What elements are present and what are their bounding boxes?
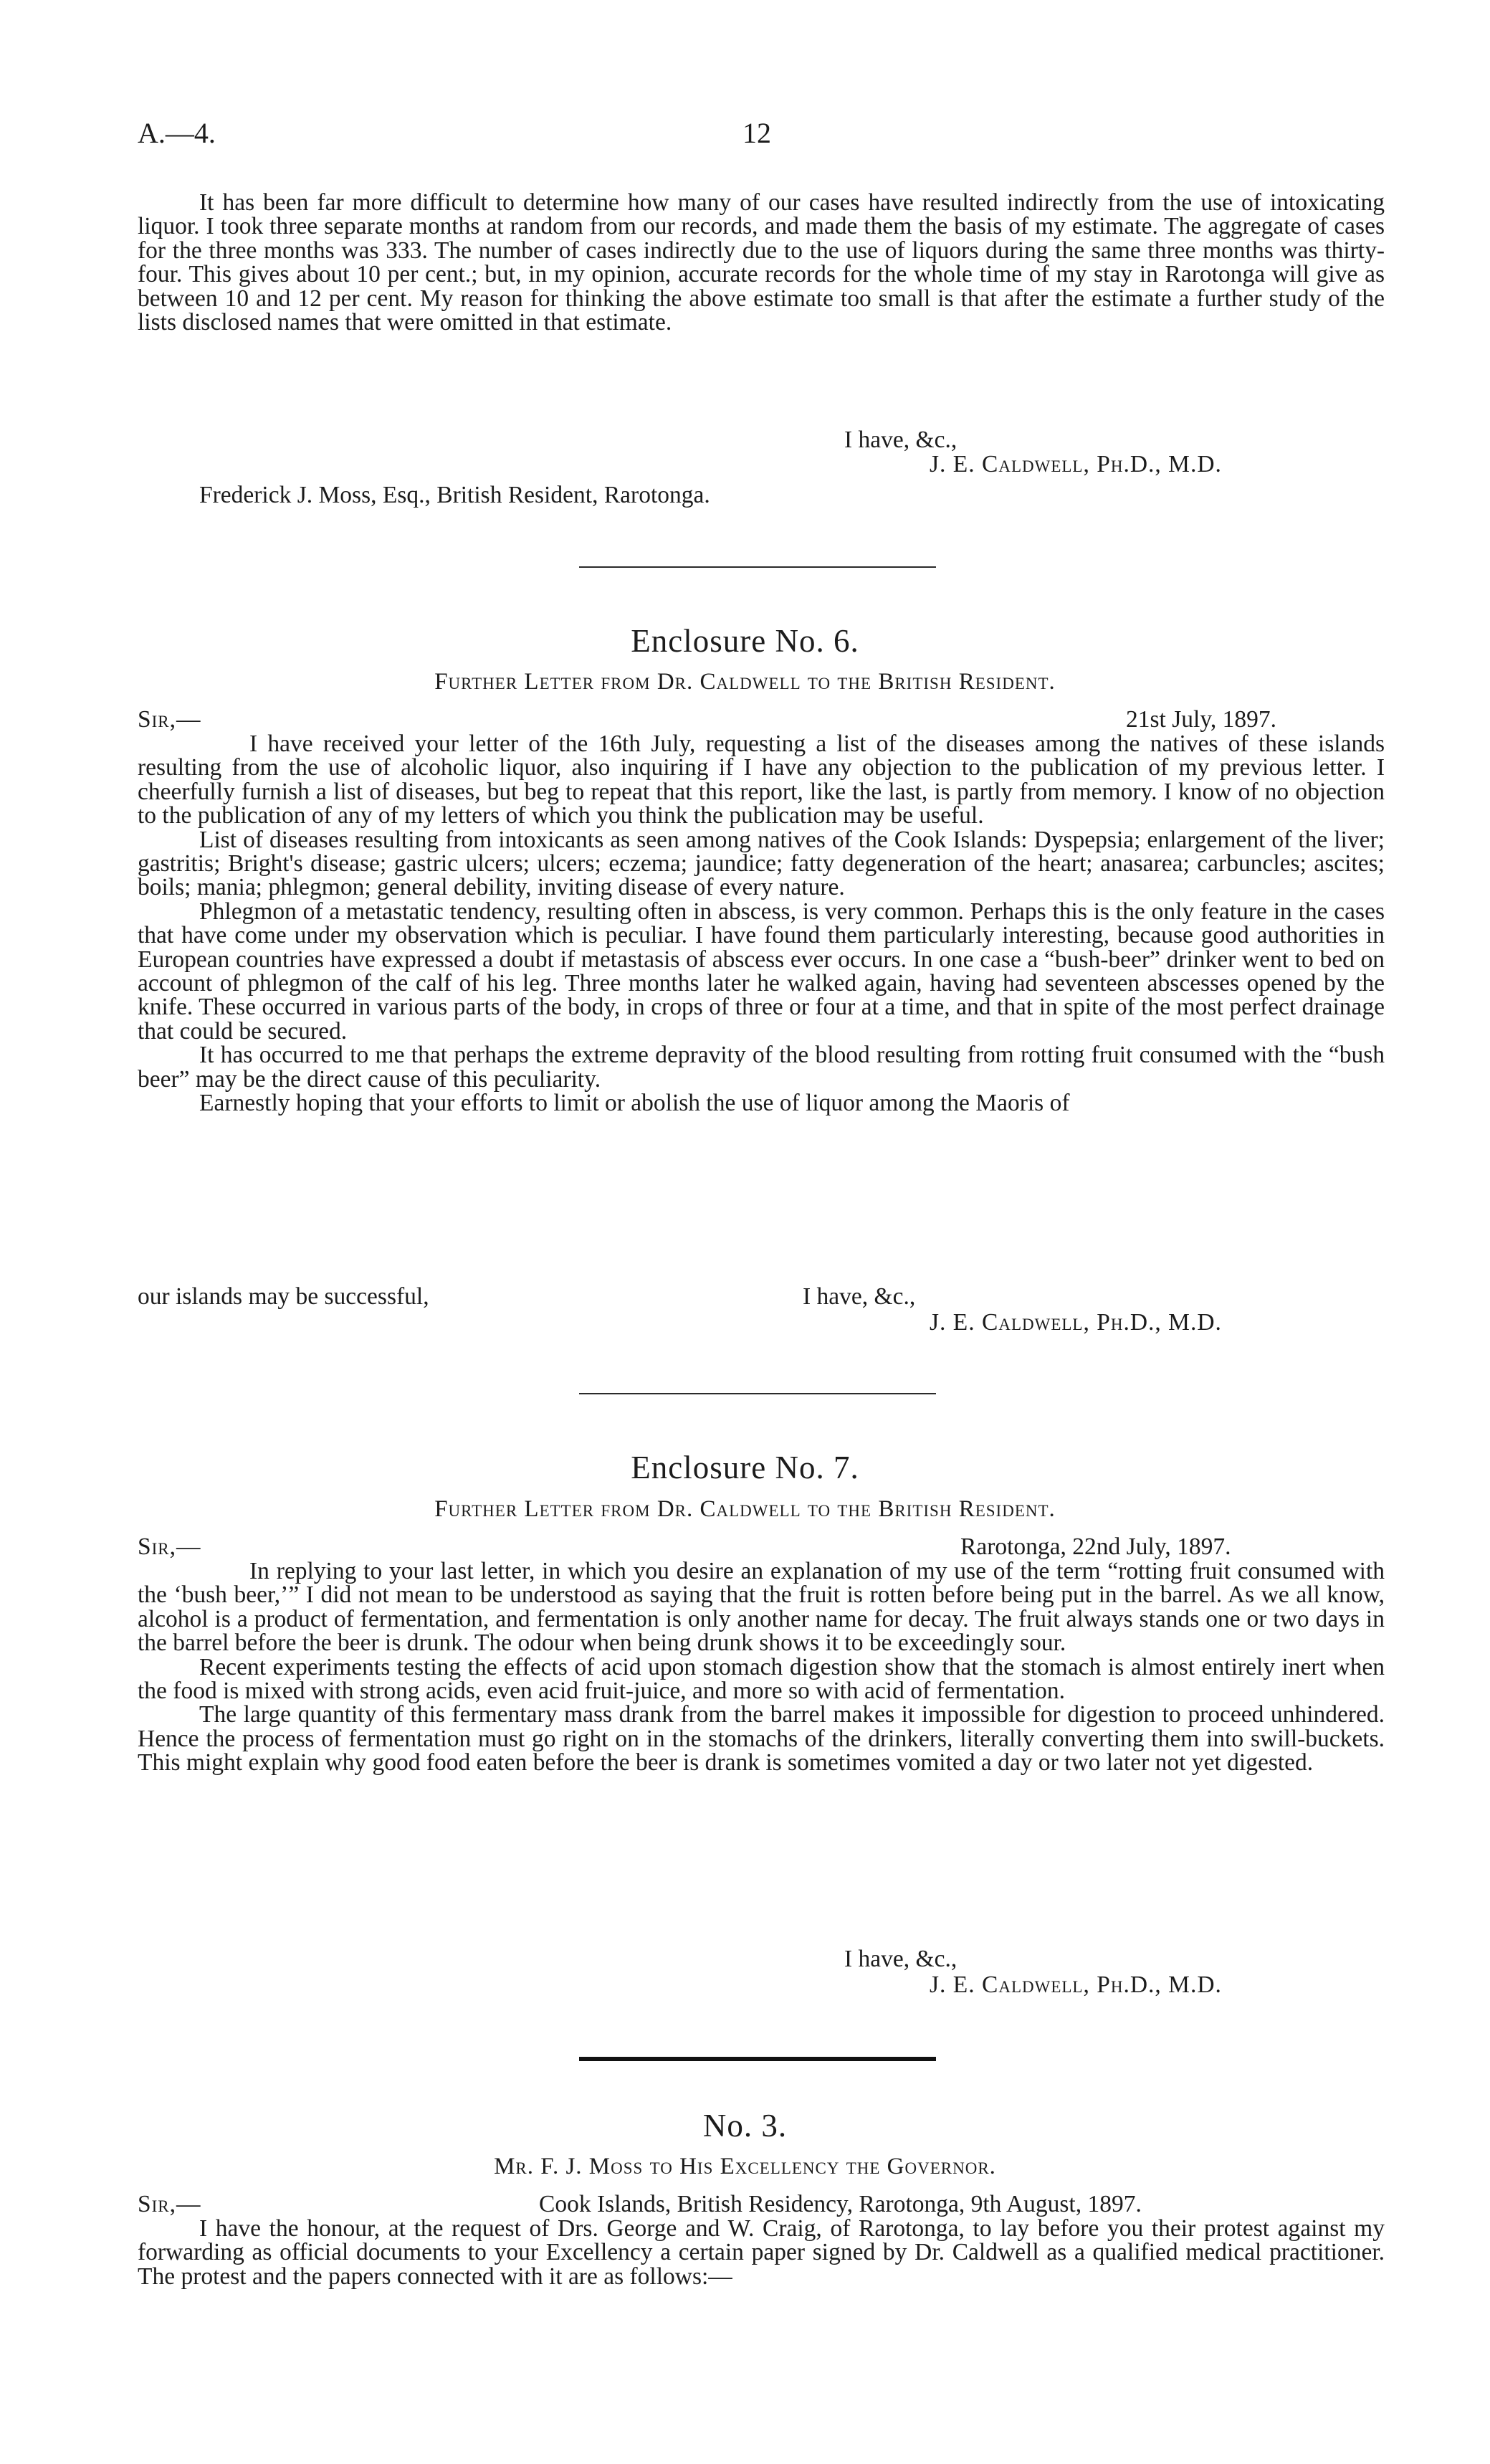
enclosure6-paragraph-end: our islands may be successful,: [138, 1283, 429, 1310]
enclosure6-paragraph: I have received your letter of the 16th July, requesting a list of the diseases among the natives of these islands resulting from the use of alcoholic liquor, also inquiring if I have any objection to the publication of my previous letter. I cheerfully furnish a list of diseases, but beg to repeat that this report, like the last, is partly from memory. I know of no objection to the publication of any of my letters of which you think the publication may be useful.: [138, 731, 1385, 829]
enclosure7-paragraph: The large quantity of this fermentary mass drank from the barrel makes it impossible for digestion to proceed unhindered. Hence the process of fermentation must go right on in the stomachs of the drinkers, literally converting them into swill-buckets. This might explain why good food eaten before the beer is drank is sometimes vomited a day or two later not yet digested.: [138, 1701, 1385, 1776]
enclosure7-closing: I have, &c.,: [844, 1946, 957, 1972]
section-divider: [579, 566, 936, 568]
no3-date: Cook Islands, British Residency, Rarotonga, 9th August, 1897.: [539, 2191, 1142, 2217]
enclosure7-title: Enclosure No. 7.: [631, 1450, 859, 1485]
enclosure7-paragraph: Recent experiments testing the effects of acid upon stomach digestion show that the stomach is almost entirely inert when the food is mixed with strong acids, even acid fruit-juice, and more so with acid of fermentation.: [138, 1653, 1385, 1705]
enclosure6-body: [138, 732, 1385, 1116]
major-section-divider: [579, 2057, 936, 2061]
enclosure6-paragraph: Phlegmon of a metastatic tendency, resulting often in abscess, is very common. Perhaps this is the only feature in the cases that have come under my observation which is peculiar. I have found them particularly interesting, because good authorities in European countries have expressed a doubt if metastasis of abscess ever occurs. In one case a “bush-beer” drinker went to bed on account of phlegmon of the calf of his leg. Three months later he walked again, having had seventeen abscesses opened by the knife. These occurred in various parts of the body, in crops of three or four at a time, and that in spite of the most perfect drainage that could be secured.: [138, 898, 1385, 1045]
intro-paragraph: It has been far more difficult to determine how many of our cases have resulted indirectly from the use of intoxicating liquor. I took three separate months at random from our records, and made them the basis of my estimate. The aggregate of cases for the three months was 333. The number of cases indirectly due to the use of liquors during the same three months was thirty-four. This gives about 10 per cent.; but, in my opinion, accurate records for the whole time of my stay in Rarotonga will give as between 10 and 12 per cent. My reason for thinking the above estimate too small is that after the estimate a further study of the lists disclosed names that were omitted in that estimate.: [138, 189, 1385, 336]
intro-closing: I have, &c.,: [844, 427, 957, 453]
intro-section: [138, 191, 1385, 334]
no3-subtitle: Mr. F. J. Moss to His Excellency the Governor.: [494, 2154, 996, 2179]
enclosure6-title: Enclosure No. 6.: [631, 623, 859, 659]
enclosure6-paragraph: Earnestly hoping that your efforts to limit or abolish the use of liquor among the Maoris of: [199, 1090, 1070, 1117]
intro-addressee: Frederick J. Moss, Esq., British Resident, Rarotonga.: [199, 482, 710, 508]
no3-salutation: Sir,—: [138, 2191, 201, 2217]
enclosure7-paragraph: In replying to your last letter, in which you desire an explanation of my use of the term “rotting fruit consumed with the ‘bush beer,’” I did not mean to be understood as saying that the fruit is rotten before being put in the barrel. As we all know, alcohol is a product of fermentation, and fermentation is only another name for decay. The fruit always stands one or two days in the barrel before the beer is drunk. The odour when being drunk shows it to be exceedingly sour.: [138, 1558, 1385, 1657]
enclosure6-subtitle: Further Letter from Dr. Caldwell to the British Resident.: [434, 669, 1056, 695]
enclosure6-closing: I have, &c.,: [803, 1283, 916, 1310]
enclosure6-paragraph: List of diseases resulting from intoxicants as seen among natives of the Cook Islands: Dyspepsia; enlargement of the liver; gastritis; Bright's disease; gastric ulcers; ulcers; eczema; jaundice; fatty degeneration of the heart; anasarea; carbuncles; ascites; boils; mania; phlegmon; general debility, inviting disease of every nature.: [138, 826, 1385, 901]
enclosure7-signature: J. E. Caldwell, Ph.D., M.D.: [930, 1971, 1222, 1998]
no3-paragraph: I have the honour, at the request of Drs. George and W. Craig, of Rarotonga, to lay before you their protest against my forwarding as official documents to your Excellency a certain paper signed by Dr. Caldwell as a qualified medical practitioner. The protest and the papers connected with it are as follows:—: [138, 2215, 1385, 2290]
no3-body: [138, 2217, 1385, 2288]
enclosure6-date: 21st July, 1897.: [1126, 706, 1277, 733]
enclosure6-salutation: Sir,—: [138, 706, 201, 733]
enclosure6-paragraph: It has occurred to me that perhaps the extreme depravity of the blood resulting from rotting fruit consumed with the “bush beer” may be the direct cause of this peculiarity.: [138, 1042, 1385, 1093]
no3-title: No. 3.: [702, 2108, 788, 2144]
enclosure7-body: [138, 1559, 1385, 1775]
enclosure7-date: Rarotonga, 22nd July, 1897.: [960, 1533, 1231, 1560]
enclosure7-subtitle: Further Letter from Dr. Caldwell to the British Resident.: [434, 1496, 1056, 1522]
intro-signature: J. E. Caldwell, Ph.D., M.D.: [930, 451, 1222, 477]
enclosure6-signature: J. E. Caldwell, Ph.D., M.D.: [930, 1309, 1222, 1336]
section-divider: [579, 1393, 936, 1394]
enclosure7-salutation: Sir,—: [138, 1533, 201, 1560]
document-reference: A.—4.: [138, 117, 216, 149]
page-number: 12: [742, 117, 771, 149]
